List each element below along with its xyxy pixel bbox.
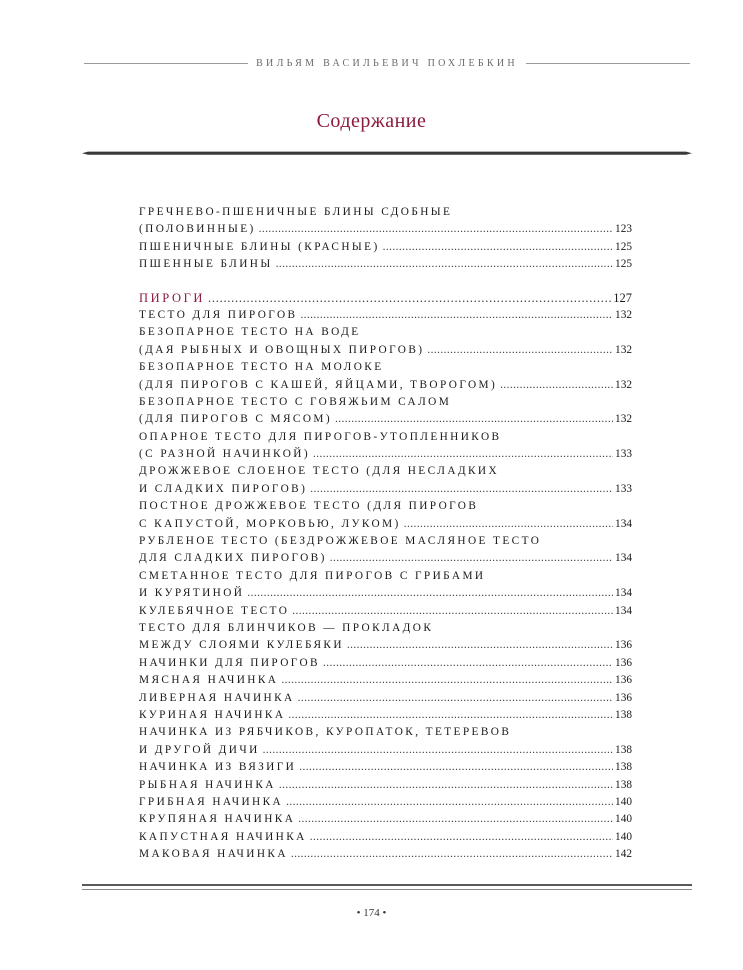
toc-entry[interactable] bbox=[139, 811, 632, 828]
toc-entry-title: КУЛЕБЯЧНОЕ ТЕСТО bbox=[139, 604, 290, 617]
leader-dots bbox=[307, 829, 613, 846]
toc-entry-title: (ДЛЯ ПИРОГОВ С КАШЕЙ, ЯЙЦАМИ, ТВОРОГОМ) bbox=[139, 378, 498, 391]
title-divider bbox=[82, 151, 692, 155]
toc-entry-page: 125 bbox=[615, 258, 632, 271]
toc-entry-title: СМЕТАННОЕ ТЕСТО ДЛЯ ПИРОГОВ С ГРИБАМИ bbox=[139, 569, 486, 582]
leader-dots bbox=[295, 690, 613, 707]
toc-entry-title: ДЛЯ СЛАДКИХ ПИРОГОВ) bbox=[139, 552, 327, 565]
leader-dots bbox=[424, 342, 613, 359]
leader-dots bbox=[295, 811, 613, 828]
toc-entry-title: ТЕСТО ДЛЯ ПИРОГОВ bbox=[139, 308, 298, 321]
toc-entry[interactable] bbox=[139, 603, 632, 620]
toc-entry-title: ЛИВЕРНАЯ НАЧИНКА bbox=[139, 691, 295, 704]
toc-entry-page: 138 bbox=[615, 743, 632, 756]
toc-entry bbox=[139, 533, 632, 550]
toc-entry[interactable] bbox=[139, 655, 632, 672]
toc-entry[interactable] bbox=[139, 377, 632, 394]
toc-entry[interactable] bbox=[139, 672, 632, 689]
leader-dots bbox=[401, 516, 613, 533]
page-number: • 174 • bbox=[356, 907, 387, 919]
header-rule-left bbox=[84, 63, 248, 64]
leader-dots bbox=[307, 481, 613, 498]
toc-entry-page: 132 bbox=[615, 308, 632, 321]
toc-entry-title: ОПАРНОЕ ТЕСТО ДЛЯ ПИРОГОВ-УТОПЛЕННИКОВ bbox=[139, 430, 502, 443]
leader-dots bbox=[276, 777, 613, 794]
toc-entry-page: 132 bbox=[615, 378, 632, 391]
running-header bbox=[84, 56, 690, 70]
section-page: 127 bbox=[613, 290, 632, 305]
toc-entry-title: КРУПЯНАЯ НАЧИНКА bbox=[139, 813, 296, 826]
toc-entry[interactable] bbox=[139, 829, 632, 846]
toc-entry-title: МЯСНАЯ НАЧИНКА bbox=[139, 674, 279, 687]
toc-entry-title: БЕЗОПАРНОЕ ТЕСТО С ГОВЯЖЬИМ САЛОМ bbox=[139, 395, 452, 408]
toc-entry[interactable] bbox=[139, 794, 632, 811]
toc-entry-page: 138 bbox=[615, 708, 632, 721]
toc-entry bbox=[139, 429, 632, 446]
toc-entry-title: ПОСТНОЕ ДРОЖЖЕВОЕ ТЕСТО (ДЛЯ ПИРОГОВ bbox=[139, 500, 479, 513]
leader-dots bbox=[380, 239, 613, 256]
toc-entry[interactable] bbox=[139, 637, 632, 654]
toc-entry bbox=[139, 394, 632, 411]
leader-dots bbox=[278, 672, 613, 689]
leader-dots bbox=[296, 759, 613, 776]
leader-dots bbox=[256, 221, 613, 238]
toc-entry-title: НАЧИНКА ИЗ РЯБЧИКОВ, КУРОПАТОК, ТЕТЕРЕВОВ bbox=[139, 726, 512, 739]
toc-entry[interactable] bbox=[139, 307, 632, 324]
toc-entry-page: 133 bbox=[615, 448, 632, 461]
table-of-contents bbox=[139, 204, 632, 863]
leader-dots bbox=[297, 307, 613, 324]
toc-entry bbox=[139, 568, 632, 585]
toc-entry-title: ГРИБНАЯ НАЧИНКА bbox=[139, 795, 284, 808]
toc-entry-title: (ПОЛОВИННЫЕ) bbox=[139, 223, 256, 236]
toc-entry[interactable] bbox=[139, 516, 632, 533]
toc-entry[interactable] bbox=[139, 256, 632, 273]
toc-entry-title: ПШЕННЫЕ БЛИНЫ bbox=[139, 258, 273, 271]
toc-entry-title: ГРЕЧНЕВО-ПШЕНИЧНЫЕ БЛИНЫ СДОБНЫЕ bbox=[139, 206, 453, 218]
page-title: Содержание bbox=[316, 110, 427, 132]
toc-pre-list bbox=[139, 204, 632, 274]
toc-entry-page: 136 bbox=[615, 639, 632, 652]
toc-section-pirogi[interactable] bbox=[139, 290, 632, 307]
footer-divider bbox=[82, 884, 692, 892]
leader-dots bbox=[320, 655, 613, 672]
toc-entry-title: И КУРЯТИНОЙ bbox=[139, 587, 245, 600]
author-name: ВИЛЬЯМ ВАСИЛЬЕВИЧ ПОХЛЕБКИН bbox=[256, 57, 518, 69]
leader-dots bbox=[288, 846, 613, 863]
leader-dots bbox=[327, 550, 613, 567]
toc-entry[interactable] bbox=[139, 342, 632, 359]
toc-entry-page: 136 bbox=[615, 691, 632, 704]
toc-entry-page: 132 bbox=[615, 343, 632, 356]
section-title: ПИРОГИ bbox=[139, 290, 206, 305]
toc-entry-title: ТЕСТО ДЛЯ БЛИНЧИКОВ — ПРОКЛАДОК bbox=[139, 621, 434, 634]
toc-entry-title: (С РАЗНОЙ НАЧИНКОЙ) bbox=[139, 448, 310, 461]
toc-entry-page: 123 bbox=[615, 223, 632, 236]
toc-entry-title: БЕЗОПАРНОЕ ТЕСТО НА МОЛОКЕ bbox=[139, 361, 384, 374]
toc-entry-title: РЫБНАЯ НАЧИНКА bbox=[139, 778, 276, 791]
toc-entry-title: ПШЕНИЧНЫЕ БЛИНЫ (КРАСНЫЕ) bbox=[139, 240, 380, 253]
toc-entry[interactable] bbox=[139, 742, 632, 759]
toc-entry-page: 138 bbox=[615, 778, 632, 791]
toc-entry-title: НАЧИНКА ИЗ ВЯЗИГИ bbox=[139, 761, 297, 774]
toc-entry-page: 134 bbox=[615, 517, 632, 530]
toc-entry[interactable] bbox=[139, 707, 632, 724]
toc-entry bbox=[139, 724, 632, 741]
toc-entry-page: 138 bbox=[615, 761, 632, 774]
toc-entry-page: 140 bbox=[615, 795, 632, 808]
leader-dots bbox=[310, 446, 613, 463]
leader-dots bbox=[273, 256, 613, 273]
leader-dots bbox=[289, 603, 613, 620]
toc-entry-title: (ДАЯ РЫБНЫХ И ОВОЩНЫХ ПИРОГОВ) bbox=[139, 343, 425, 356]
leader-dots bbox=[285, 707, 613, 724]
toc-entry-page: 136 bbox=[615, 674, 632, 687]
toc-entry bbox=[139, 463, 632, 480]
toc-entry-title: И СЛАДКИХ ПИРОГОВ) bbox=[139, 482, 308, 495]
toc-entry-page: 140 bbox=[615, 830, 632, 843]
leader-dots bbox=[332, 411, 613, 428]
toc-entry[interactable] bbox=[139, 221, 632, 238]
toc-entry bbox=[139, 620, 632, 637]
toc-entry-title: НАЧИНКИ ДЛЯ ПИРОГОВ bbox=[139, 656, 320, 669]
toc-entry bbox=[139, 324, 632, 341]
toc-entry[interactable] bbox=[139, 846, 632, 863]
toc-entry-page: 133 bbox=[615, 482, 632, 495]
toc-entry-title: (ДЛЯ ПИРОГОВ С МЯСОМ) bbox=[139, 413, 332, 426]
toc-entry[interactable] bbox=[139, 585, 632, 602]
toc-entry-page: 140 bbox=[615, 813, 632, 826]
toc-entry[interactable] bbox=[139, 239, 632, 256]
toc-entry bbox=[139, 498, 632, 515]
toc-entry-page: 134 bbox=[615, 587, 632, 600]
leader-dots bbox=[244, 585, 613, 602]
toc-entry-title: МЕЖДУ СЛОЯМИ КУЛЕБЯКИ bbox=[139, 639, 344, 652]
toc-entry[interactable] bbox=[139, 411, 632, 428]
leader-dots bbox=[260, 742, 613, 759]
toc-entry-title: И ДРУГОЙ ДИЧИ bbox=[139, 743, 260, 756]
leader-dots bbox=[497, 377, 613, 394]
toc-entry-page: 134 bbox=[615, 604, 632, 617]
toc-entry[interactable] bbox=[139, 446, 632, 463]
toc-entry bbox=[139, 204, 632, 221]
toc-entry-title: КУРИНАЯ НАЧИНКА bbox=[139, 708, 286, 721]
toc-entry-title: ДРОЖЖЕВОЕ СЛОЕНОЕ ТЕСТО (ДЛЯ НЕСЛАДКИХ bbox=[139, 465, 500, 478]
toc-entry[interactable] bbox=[139, 759, 632, 776]
toc-entry[interactable] bbox=[139, 550, 632, 567]
leader-dots bbox=[205, 290, 611, 307]
toc-entry-page: 125 bbox=[615, 240, 632, 253]
toc-entry-title: КАПУСТНАЯ НАЧИНКА bbox=[139, 830, 307, 843]
leader-dots bbox=[283, 794, 613, 811]
toc-entry-page: 134 bbox=[615, 552, 632, 565]
leader-dots bbox=[344, 637, 613, 654]
toc-entry-list bbox=[139, 307, 632, 864]
header-rule-right bbox=[526, 63, 690, 64]
toc-entry-page: 136 bbox=[615, 656, 632, 669]
toc-entry[interactable] bbox=[139, 690, 632, 707]
toc-entry bbox=[139, 359, 632, 376]
toc-entry[interactable] bbox=[139, 777, 632, 794]
toc-entry-page: 132 bbox=[615, 413, 632, 426]
section-gap bbox=[139, 274, 632, 290]
toc-entry-title: БЕЗОПАРНОЕ ТЕСТО НА ВОДЕ bbox=[139, 326, 361, 339]
toc-entry-title: МАКОВАЯ НАЧИНКА bbox=[139, 848, 288, 861]
toc-entry-title: С КАПУСТОЙ, МОРКОВЬЮ, ЛУКОМ) bbox=[139, 517, 401, 530]
toc-entry-title: РУБЛЕНОЕ ТЕСТО (БЕЗДРОЖЖЕВОЕ МАСЛЯНОЕ ТЕСТО bbox=[139, 535, 542, 548]
toc-entry-page: 142 bbox=[615, 848, 632, 861]
toc-entry[interactable] bbox=[139, 481, 632, 498]
